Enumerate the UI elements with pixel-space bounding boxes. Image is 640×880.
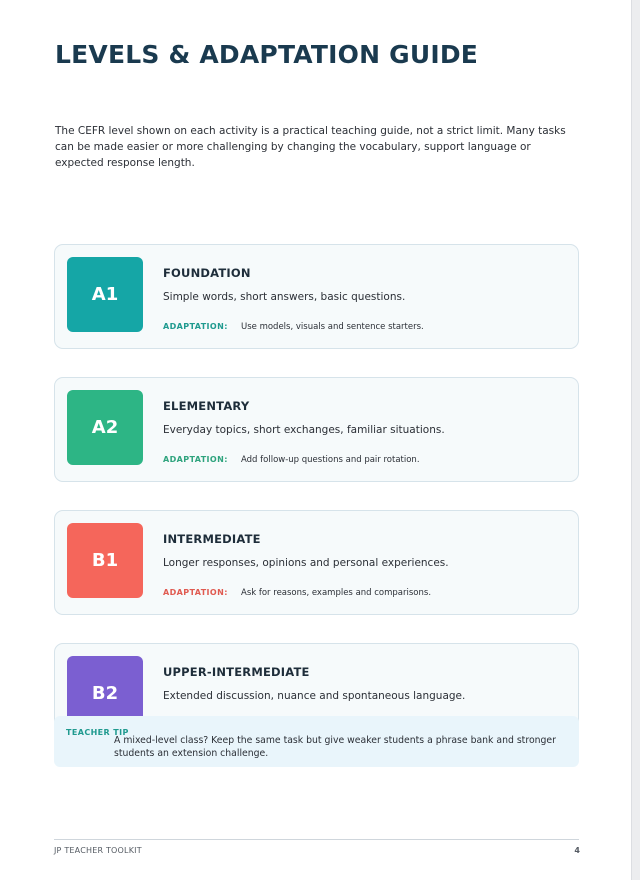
level-badge: A1 xyxy=(67,257,143,332)
intro-paragraph: The CEFR level shown on each activity is a practical teaching guide, not a strict limit. Many tasks can be made easier or more challenging by changing the vocabulary, support language or expected response length. xyxy=(55,125,566,169)
adaptation-label: ADAPTATION: xyxy=(163,588,228,597)
adaptation-text: Use models, visuals and sentence starters. xyxy=(241,322,424,332)
adaptation-label: ADAPTATION: xyxy=(163,322,228,331)
adaptation-label: ADAPTATION: xyxy=(163,455,228,464)
level-badge: B1 xyxy=(67,523,143,598)
page-title: LEVELS & ADAPTATION GUIDE xyxy=(55,40,479,69)
level-title: FOUNDATION xyxy=(163,266,251,280)
level-title: ELEMENTARY xyxy=(163,399,250,413)
page-edge xyxy=(631,0,640,880)
level-card-a1 xyxy=(54,244,579,349)
footer-divider xyxy=(54,839,579,840)
teacher-tip-text: A mixed-level class? Keep the same task but give weaker students a phrase bank and stronger students an extension challenge. xyxy=(114,735,556,759)
level-title: UPPER-INTERMEDIATE xyxy=(163,665,310,679)
teacher-tip-box xyxy=(54,716,579,767)
level-description: Extended discussion, nuance and spontaneous language. xyxy=(163,690,466,702)
level-description: Simple words, short answers, basic questions. xyxy=(163,291,406,303)
adaptation-text: Add follow-up questions and pair rotation. xyxy=(241,455,420,465)
level-card-b1 xyxy=(54,510,579,615)
level-badge: B2 xyxy=(67,656,143,731)
teacher-tip-label: TEACHER TIP xyxy=(66,728,129,737)
footer-brand: JP TEACHER TOOLKIT xyxy=(54,846,142,855)
level-description: Everyday topics, short exchanges, familiar situations. xyxy=(163,424,445,436)
adaptation-text: Ask for reasons, examples and comparisons. xyxy=(241,588,432,598)
level-card-a2 xyxy=(54,377,579,482)
level-badge: A2 xyxy=(67,390,143,465)
level-description: Longer responses, opinions and personal experiences. xyxy=(163,557,449,569)
page-number: 4 xyxy=(574,846,580,855)
level-title: INTERMEDIATE xyxy=(163,532,261,546)
